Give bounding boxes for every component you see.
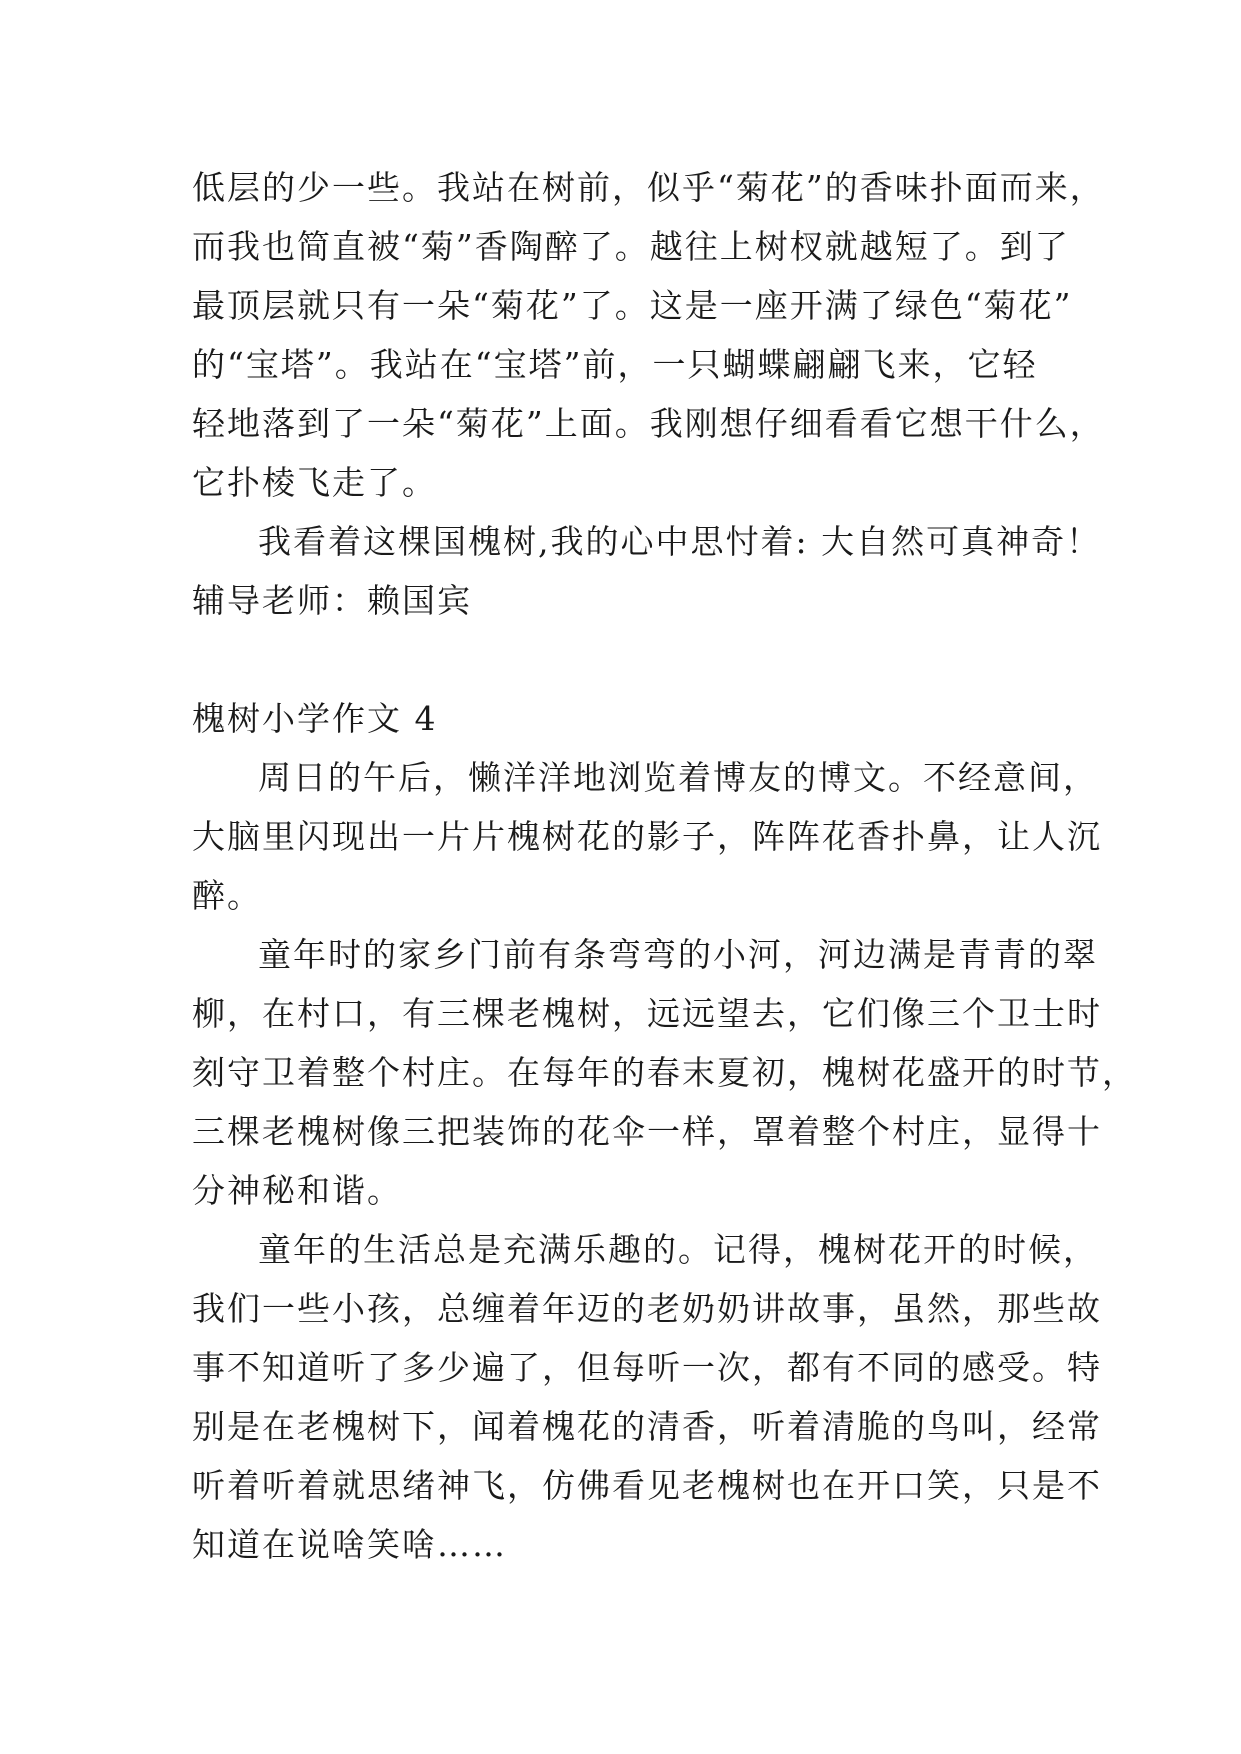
text-line: 而我也简直被“菊”香陶醉了。越往上树杈就越短了。到了 bbox=[192, 227, 1070, 266]
text-line: 听着听着就思绪神飞，仿佛看见老槐树也在开口笑，只是不 bbox=[192, 1466, 1102, 1505]
text-line: 最顶层就只有一朵“菊花”了。这是一座开满了绿色“菊花” bbox=[192, 286, 1073, 325]
text-line: 醉。 bbox=[192, 876, 262, 915]
text-line: 的“宝塔”。我站在“宝塔”前，一只蝴蝶翩翩飞来，它轻 bbox=[192, 345, 1038, 384]
text-line: 轻地落到了一朵“菊花”上面。我刚想仔细看看它想干什么， bbox=[192, 404, 1105, 443]
text-line: 刻守卫着整个村庄。在每年的春末夏初，槐树花盛开的时节， bbox=[192, 1053, 1137, 1092]
advisor-line: 辅导老师：赖国宾 bbox=[192, 581, 472, 620]
text-line: 低层的少一些。我站在树前，似乎“菊花”的香味扑面而来， bbox=[192, 168, 1105, 207]
text-line: 我们一些小孩，总缠着年迈的老奶奶讲故事，虽然，那些故 bbox=[192, 1289, 1102, 1328]
text-line: 知道在说啥笑啥…… bbox=[192, 1525, 507, 1564]
text-line: 大脑里闪现出一片片槐树花的影子，阵阵花香扑鼻，让人沉 bbox=[192, 817, 1102, 856]
paragraph-first-line: 童年的生活总是充满乐趣的。记得，槐树花开的时候， bbox=[258, 1230, 1098, 1269]
text-line: 三棵老槐树像三把装饰的花伞一样，罩着整个村庄，显得十 bbox=[192, 1112, 1102, 1151]
text-line: 分神秘和谐。 bbox=[192, 1171, 402, 1210]
paragraph-first-line: 童年时的家乡门前有条弯弯的小河，河边满是青青的翠 bbox=[258, 935, 1098, 974]
paragraph-first-line: 周日的午后，懒洋洋地浏览着博友的博文。不经意间， bbox=[258, 758, 1098, 797]
text-line: 事不知道听了多少遍了，但每听一次，都有不同的感受。特 bbox=[192, 1348, 1102, 1387]
text-line: 别是在老槐树下，闻着槐花的清香，听着清脆的鸟叫，经常 bbox=[192, 1407, 1102, 1446]
section-title: 槐树小学作文 4 bbox=[192, 699, 438, 738]
paragraph-first-line: 我看着这棵国槐树,我的心中思忖着: 大自然可真神奇！ bbox=[258, 522, 1102, 561]
text-line: 它扑棱飞走了。 bbox=[192, 463, 437, 502]
text-line: 柳，在村口，有三棵老槐树，远远望去，它们像三个卫士时 bbox=[192, 994, 1102, 1033]
